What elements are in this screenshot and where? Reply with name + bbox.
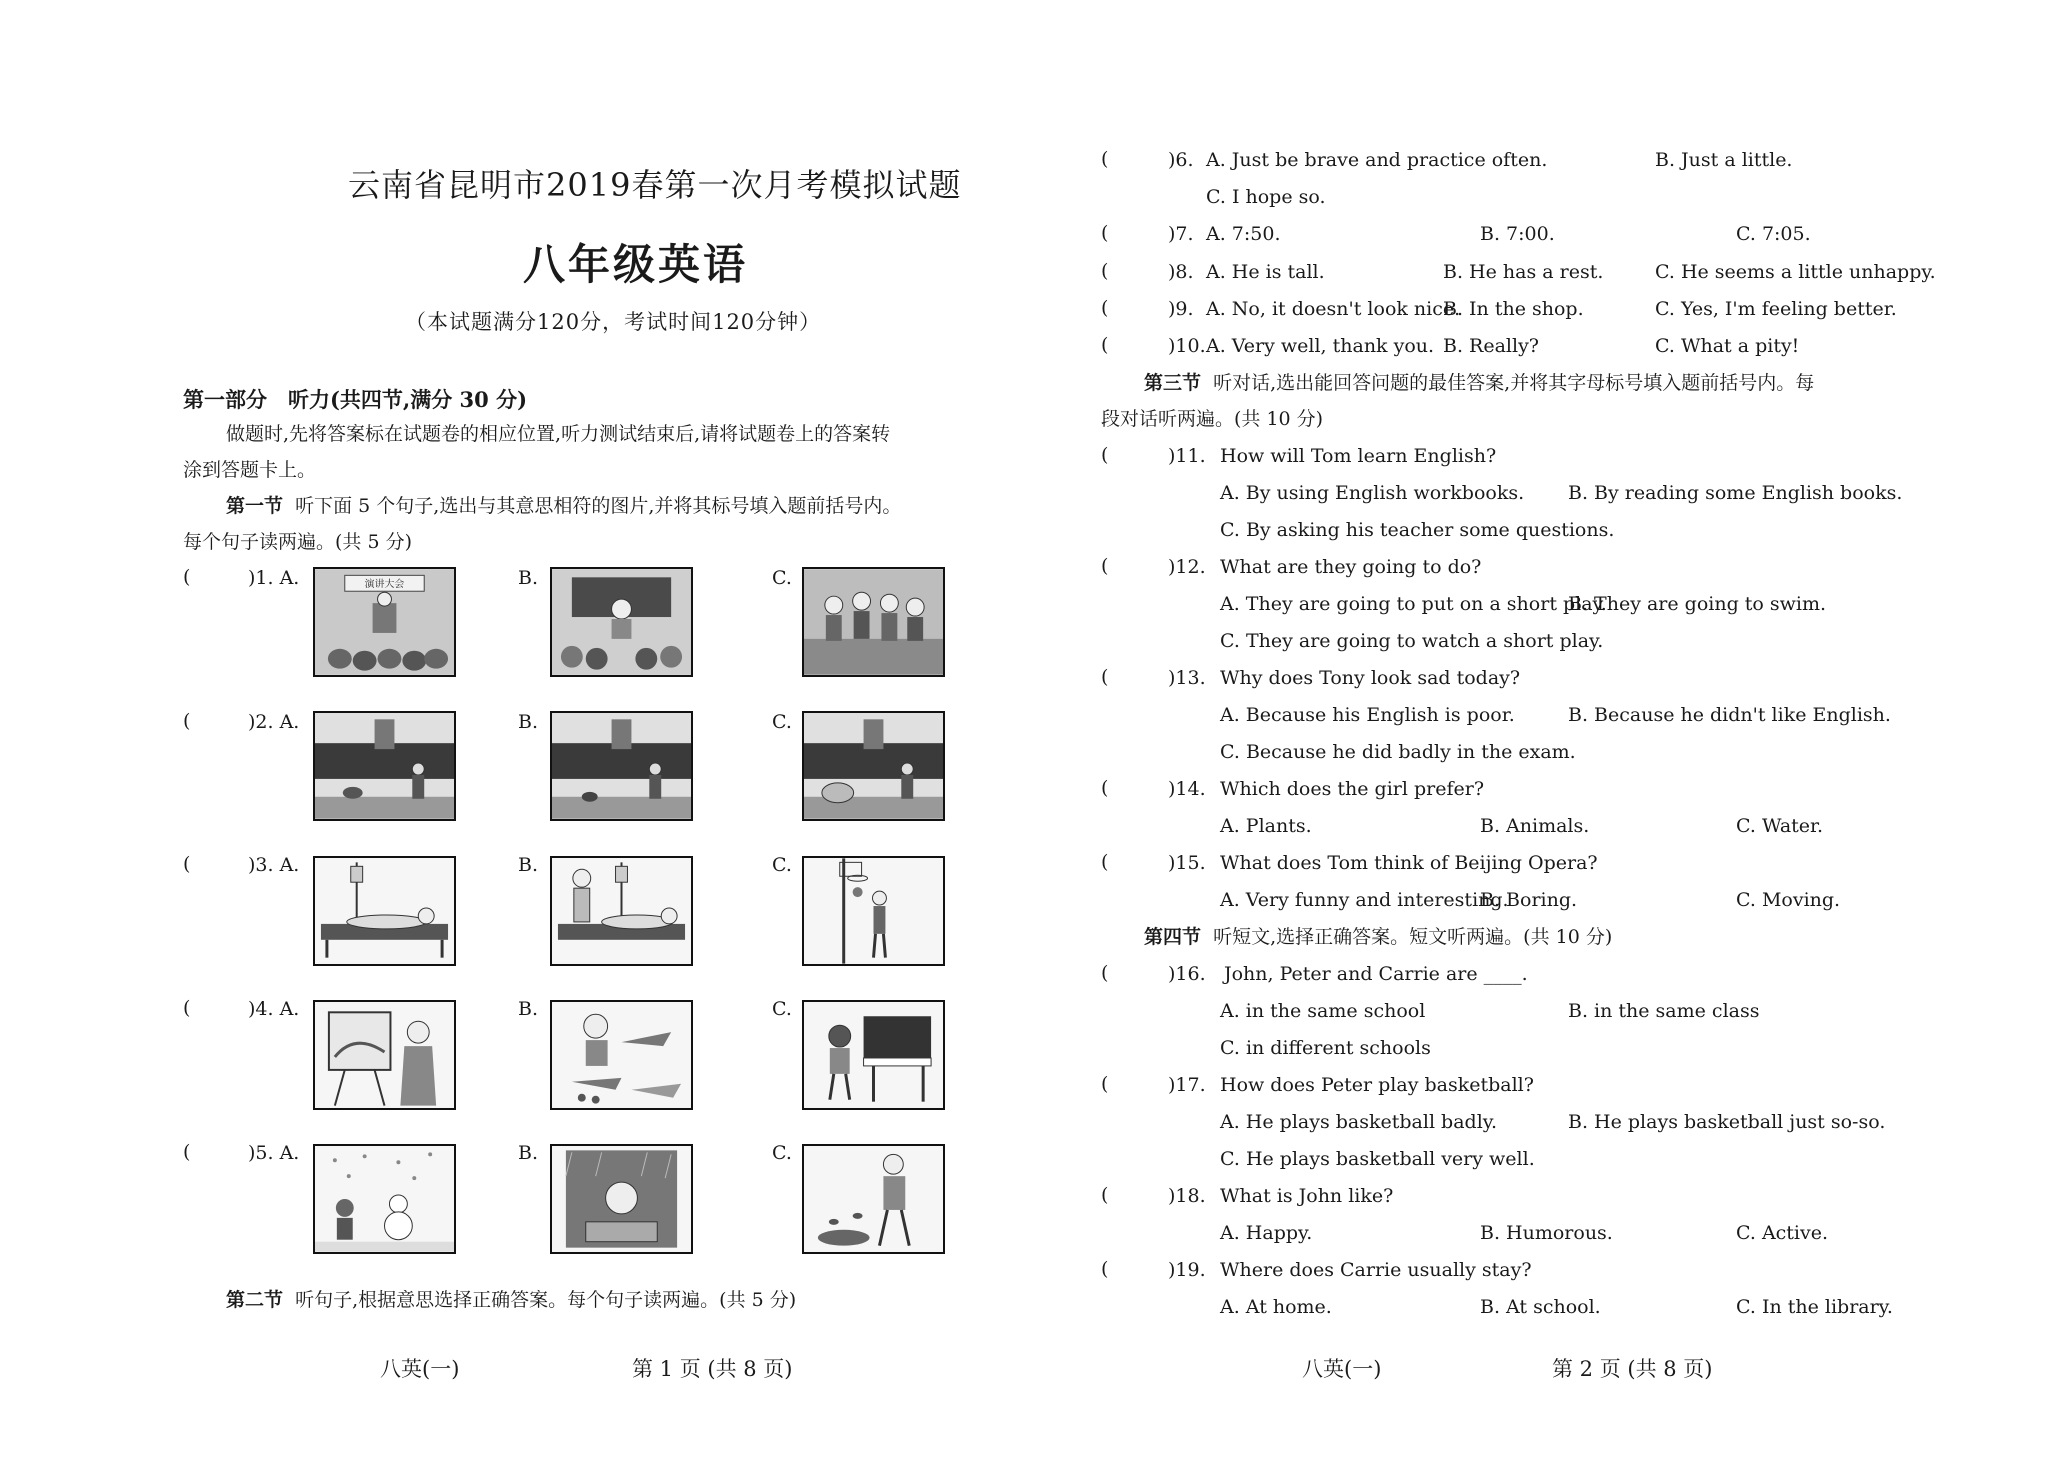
section1-text-line1	[226, 494, 901, 518]
option-b: B. In the shop.	[1443, 298, 1584, 320]
picture-rainy-window	[550, 1144, 693, 1254]
option-c: C. Because he did badly in the exam.	[1220, 741, 1576, 763]
part1-instructions-line1: 做题时,先将答案标在试题卷的相应位置,听力测试结束后,请将试题卷上的答案转	[226, 423, 891, 445]
picture-patient-in-bed	[313, 856, 456, 966]
picture-man-with-dog	[313, 711, 456, 821]
option-b-label: B.	[518, 854, 539, 876]
picture-girl-models	[550, 1000, 693, 1110]
answer-paren[interactable]: (	[1101, 260, 1109, 282]
question-number: )11.	[1168, 445, 1206, 467]
exam-note: （本试题满分120分，考试时间120分钟）	[405, 310, 822, 334]
option-a: A. He plays basketball badly.	[1220, 1111, 1498, 1133]
section4-label: 第四节	[1144, 926, 1202, 948]
option-a: A. He is tall.	[1206, 261, 1325, 283]
wind-leaves-icon	[804, 1146, 943, 1252]
option-b: B. He plays basketball just so-so.	[1568, 1111, 1886, 1133]
answer-paren[interactable]: (	[183, 853, 191, 875]
question-number: )2. A.	[248, 711, 300, 733]
question-text: John, Peter and Carrie are ____.	[1224, 963, 1528, 985]
option-c: C. He seems a little unhappy.	[1655, 261, 1936, 283]
question-number: )16.	[1168, 963, 1206, 985]
answer-paren[interactable]: (	[1101, 334, 1109, 356]
answer-paren[interactable]: (	[1101, 666, 1109, 688]
question-number: )3. A.	[248, 854, 300, 876]
section3-label: 第三节	[1144, 372, 1202, 394]
section1-text: 听下面 5 个句子,选出与其意思相符的图片,并将其标号填入题前括号内。	[295, 495, 902, 517]
dog-walk-icon	[315, 713, 454, 819]
picture-boy-piano	[802, 1000, 945, 1110]
option-b: B. They are going to swim.	[1568, 593, 1827, 615]
option-c-label: C.	[772, 711, 792, 733]
option-a: A. Very funny and interesting.	[1220, 889, 1509, 911]
question-number: )7.	[1168, 223, 1194, 245]
option-b: B. Animals.	[1480, 815, 1590, 837]
section1-text-line2: 每个句子读两遍。(共 5 分)	[183, 531, 412, 553]
question-text: How will Tom learn English?	[1220, 445, 1497, 467]
classroom-icon	[552, 569, 691, 675]
option-b-label: B.	[518, 1142, 539, 1164]
answer-paren[interactable]: (	[1101, 962, 1109, 984]
picture-man-with-pig	[802, 711, 945, 821]
question-number: )17.	[1168, 1074, 1206, 1096]
singing-children-icon	[804, 569, 943, 675]
section4-instructions: 听短文,选择正确答案。短文听两遍。(共 10 分)	[1213, 926, 1613, 948]
rain-window-icon	[552, 1146, 691, 1252]
option-a: A. Happy.	[1220, 1222, 1313, 1244]
exam-page-2	[1080, 0, 2063, 1457]
part1-heading: 第一部分 听力(共四节,满分 30 分)	[183, 387, 528, 412]
question-text: What are they going to do?	[1220, 556, 1482, 578]
answer-paren[interactable]: (	[183, 710, 191, 732]
section4-text	[1144, 925, 1612, 949]
option-c: C. in different schools	[1220, 1037, 1431, 1059]
picture-nurse-with-patient	[550, 856, 693, 966]
option-a: A. 7:50.	[1206, 223, 1281, 245]
option-c-label: C.	[772, 1142, 792, 1164]
answer-paren[interactable]: (	[1101, 1184, 1109, 1206]
nurse-icon	[552, 858, 691, 964]
question-text: Where does Carrie usually stay?	[1220, 1259, 1532, 1281]
picture-girl-painting	[313, 1000, 456, 1110]
answer-paren[interactable]: (	[183, 997, 191, 1019]
option-c: C. I hope so.	[1206, 186, 1326, 208]
question-number: )6.	[1168, 149, 1194, 171]
subject-title: 八年级英语	[523, 240, 749, 289]
option-c-label: C.	[772, 998, 792, 1020]
answer-paren[interactable]: (	[1101, 297, 1109, 319]
option-c-label: C.	[772, 854, 792, 876]
picture-teacher-classroom	[550, 567, 693, 677]
answer-paren[interactable]: (	[183, 1141, 191, 1163]
answer-paren[interactable]: (	[1101, 222, 1109, 244]
option-b: B. Boring.	[1480, 889, 1578, 911]
model-making-icon	[552, 1002, 691, 1108]
picture-children-singing	[802, 567, 945, 677]
answer-paren[interactable]: (	[183, 566, 191, 588]
picture-boy-basketball	[802, 856, 945, 966]
option-a: A. Because his English is poor.	[1220, 704, 1515, 726]
option-a: A. They are going to put on a short play.	[1220, 593, 1607, 615]
option-a: A. Just be brave and practice often.	[1206, 149, 1548, 171]
snow-icon	[315, 1146, 454, 1252]
footer-code: 八英(一)	[1302, 1357, 1382, 1381]
painting-icon	[315, 1002, 454, 1108]
section1-label: 第一节	[226, 495, 284, 517]
question-number: )1. A.	[248, 567, 300, 589]
question-number: )4. A.	[248, 998, 300, 1020]
exam-title: 云南省昆明市2019春第一次月考模拟试题	[348, 166, 962, 204]
pig-walk-icon	[804, 713, 943, 819]
part1-instructions-line2: 涂到答题卡上。	[183, 459, 317, 481]
answer-paren[interactable]: (	[1101, 777, 1109, 799]
answer-paren[interactable]: (	[1101, 444, 1109, 466]
option-a: A. in the same school	[1220, 1000, 1426, 1022]
option-c: C. By asking his teacher some questions.	[1220, 519, 1615, 541]
option-c-label: C.	[772, 567, 792, 589]
picture-snowy-day	[313, 1144, 456, 1254]
section3-text-line1	[1144, 371, 1814, 395]
answer-paren[interactable]: (	[1101, 851, 1109, 873]
option-b: B. 7:00.	[1480, 223, 1555, 245]
option-b: B. in the same class	[1568, 1000, 1760, 1022]
footer-page: 第 1 页 (共 8 页)	[632, 1357, 793, 1381]
question-number: )10.	[1168, 335, 1206, 357]
option-a: A. At home.	[1220, 1296, 1332, 1318]
option-a: A. No, it doesn't look nice.	[1206, 298, 1461, 320]
option-c: C. He plays basketball very well.	[1220, 1148, 1535, 1170]
question-number: )15.	[1168, 852, 1206, 874]
section3-instructions: 听对话,选出能回答问题的最佳答案,并将其字母标号填入题前括号内。每	[1213, 372, 1815, 394]
option-c: C. Yes, I'm feeling better.	[1655, 298, 1897, 320]
option-c: C. 7:05.	[1736, 223, 1811, 245]
section3-text-line2: 段对话听两遍。(共 10 分)	[1101, 408, 1324, 430]
option-c: C. Water.	[1736, 815, 1824, 837]
picture-man-with-cat	[550, 711, 693, 821]
question-number: )14.	[1168, 778, 1206, 800]
option-b: B. Just a little.	[1655, 149, 1793, 171]
option-b: B. Really?	[1443, 335, 1539, 357]
answer-paren[interactable]: (	[1101, 1258, 1109, 1280]
picture-windy-leaves	[802, 1144, 945, 1254]
option-c: C. What a pity!	[1655, 335, 1800, 357]
question-number: )5. A.	[248, 1142, 300, 1164]
option-a: A. Plants.	[1220, 815, 1312, 837]
question-text: What is John like?	[1220, 1185, 1394, 1207]
option-b: B. He has a rest.	[1443, 261, 1604, 283]
question-number: )18.	[1168, 1185, 1206, 1207]
option-c: C. In the library.	[1736, 1296, 1893, 1318]
option-c: C. They are going to watch a short play.	[1220, 630, 1604, 652]
question-number: )13.	[1168, 667, 1206, 689]
footer-code: 八英(一)	[380, 1357, 460, 1381]
option-b: B. Because he didn't like English.	[1568, 704, 1891, 726]
question-number: )9.	[1168, 298, 1194, 320]
piano-icon	[804, 1002, 943, 1108]
option-a: A. Very well, thank you.	[1206, 335, 1435, 357]
option-b: B. At school.	[1480, 1296, 1601, 1318]
question-text: How does Peter play basketball?	[1220, 1074, 1534, 1096]
hospital-bed-icon	[315, 858, 454, 964]
option-b: B. Humorous.	[1480, 1222, 1613, 1244]
cat-walk-icon	[552, 713, 691, 819]
question-number: )8.	[1168, 261, 1194, 283]
option-a: A. By using English workbooks.	[1220, 482, 1525, 504]
basketball-icon	[804, 858, 943, 964]
answer-paren[interactable]: (	[1101, 148, 1109, 170]
question-number: )12.	[1168, 556, 1206, 578]
option-b-label: B.	[518, 567, 539, 589]
question-text: What does Tom think of Beijing Opera?	[1220, 852, 1598, 874]
picture-speech-contest	[313, 567, 456, 677]
question-text: Why does Tony look sad today?	[1220, 667, 1521, 689]
section2-text	[226, 1288, 796, 1312]
section2-instructions: 听句子,根据意思选择正确答案。每个句子读两遍。(共 5 分)	[295, 1289, 797, 1311]
question-text: Which does the girl prefer?	[1220, 778, 1485, 800]
option-b: B. By reading some English books.	[1568, 482, 1903, 504]
question-number: )19.	[1168, 1259, 1206, 1281]
option-b-label: B.	[518, 998, 539, 1020]
stage-sign-text: 演讲大会	[364, 579, 405, 591]
speech-contest-icon	[315, 569, 454, 675]
footer-page: 第 2 页 (共 8 页)	[1552, 1357, 1713, 1381]
answer-paren[interactable]: (	[1101, 555, 1109, 577]
answer-paren[interactable]: (	[1101, 1073, 1109, 1095]
section2-label: 第二节	[226, 1289, 284, 1311]
option-c: C. Active.	[1736, 1222, 1829, 1244]
option-b-label: B.	[518, 711, 539, 733]
option-c: C. Moving.	[1736, 889, 1841, 911]
